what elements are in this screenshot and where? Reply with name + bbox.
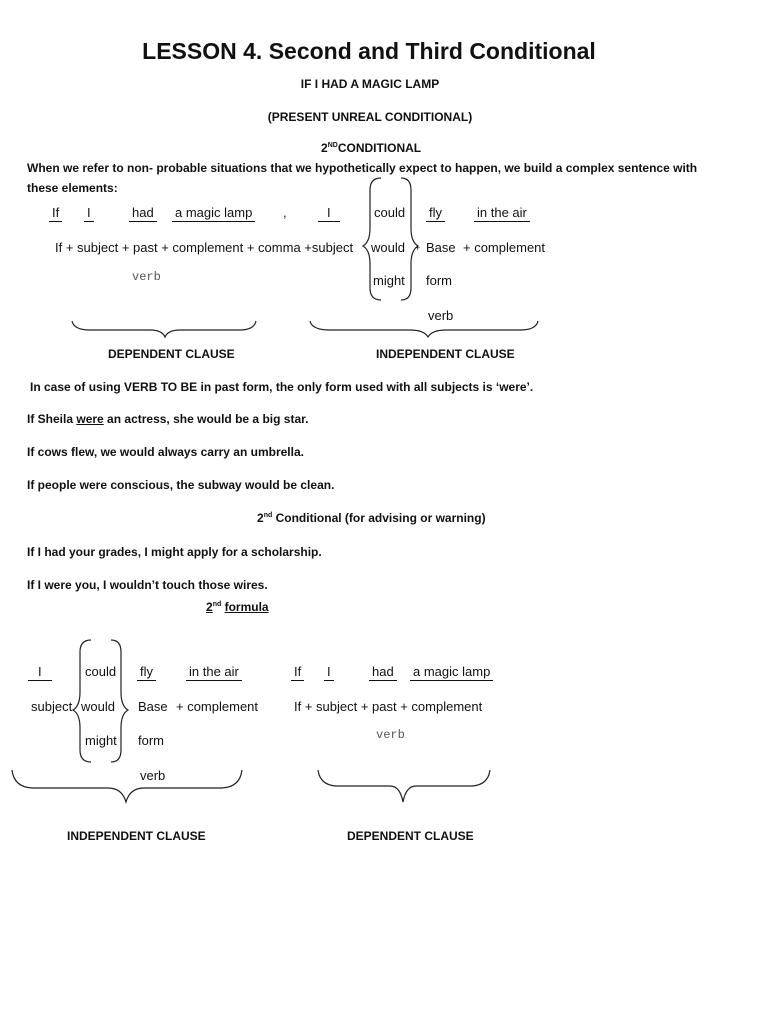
intro-line-2: these elements: (27, 181, 118, 195)
word-base: Base (138, 699, 168, 714)
independent-clause-brace-2 (12, 770, 242, 802)
word-if: If (49, 205, 62, 222)
verb-under-label: verb (140, 768, 166, 783)
lesson-title: LESSON 4. Second and Third Conditional (142, 38, 596, 64)
word-complement: a magic lamp (410, 664, 493, 681)
dependent-clause-label: DEPENDENT CLAUSE (108, 347, 235, 361)
word-might: might (373, 273, 405, 288)
word-i: I (28, 664, 52, 681)
lesson-subtitle-2: (PRESENT UNREAL CONDITIONAL) (267, 110, 473, 124)
word-form: form (426, 273, 452, 288)
formula-left: If + subject + past + complement + comma +subject (55, 240, 354, 255)
verb-under-label: verb (428, 308, 454, 323)
dependent-clause-brace-2 (318, 770, 490, 802)
formula-right: If + subject + past + complement (294, 699, 483, 714)
verb-small-label: verb (132, 270, 161, 284)
word-fly: fly (137, 664, 156, 681)
word-i-2: I (324, 664, 334, 681)
word-fly: fly (426, 205, 445, 222)
word-might: might (85, 733, 117, 748)
lesson-subtitle: IF I HAD A MAGIC LAMP (300, 77, 440, 91)
section-heading: 2NDCONDITIONAL (321, 141, 422, 155)
independent-clause-label: INDEPENDENT CLAUSE (67, 829, 206, 843)
word-in-the-air: in the air (474, 205, 530, 222)
verb-small-label: verb (376, 728, 405, 742)
independent-clause-label: INDEPENDENT CLAUSE (376, 347, 515, 361)
example-people: If people were conscious, the subway would be clean. (27, 478, 335, 492)
intro-line-1: When we refer to non- probable situations that we hypothetically expect to happen, we build a complex sentence with (27, 161, 698, 175)
independent-clause-brace (310, 321, 538, 337)
verb-to-be-note: In case of using VERB TO BE in past form, the only form used with all subjects is ‘were’. (30, 380, 534, 394)
example-cows: If cows flew, we would always carry an umbrella. (27, 445, 304, 459)
word-could: could (85, 664, 117, 679)
word-comma: , (283, 205, 287, 220)
dependent-clause-brace (72, 321, 256, 337)
plus-sign: + (415, 243, 421, 253)
word-i: I (84, 205, 94, 222)
formula-right: + complement (463, 240, 546, 255)
word-could: could (374, 205, 406, 220)
dependent-clause-label: DEPENDENT CLAUSE (347, 829, 474, 843)
word-complement: a magic lamp (172, 205, 255, 222)
word-base: Base (426, 240, 456, 255)
plus-complement: + complement (176, 699, 259, 714)
word-subject: subject (31, 699, 73, 714)
advising-example-grades: If I had your grades, I might apply for a scholarship. (27, 545, 322, 559)
word-in-the-air: in the air (186, 664, 242, 681)
advising-heading: 2nd Conditional (for advising or warning) (257, 511, 486, 525)
word-subject: I (318, 205, 340, 222)
word-had: had (129, 205, 157, 222)
word-had: had (369, 664, 397, 681)
formula-heading: 2nd formula (206, 600, 269, 614)
word-if: If (291, 664, 304, 681)
word-would: would (81, 699, 115, 714)
word-form: form (138, 733, 164, 748)
advising-example-wires: If I were you, I wouldn’t touch those wires. (27, 578, 268, 592)
example-sheila: If Sheila were an actress, she would be a big star. (27, 412, 309, 426)
word-would: would (371, 240, 405, 255)
